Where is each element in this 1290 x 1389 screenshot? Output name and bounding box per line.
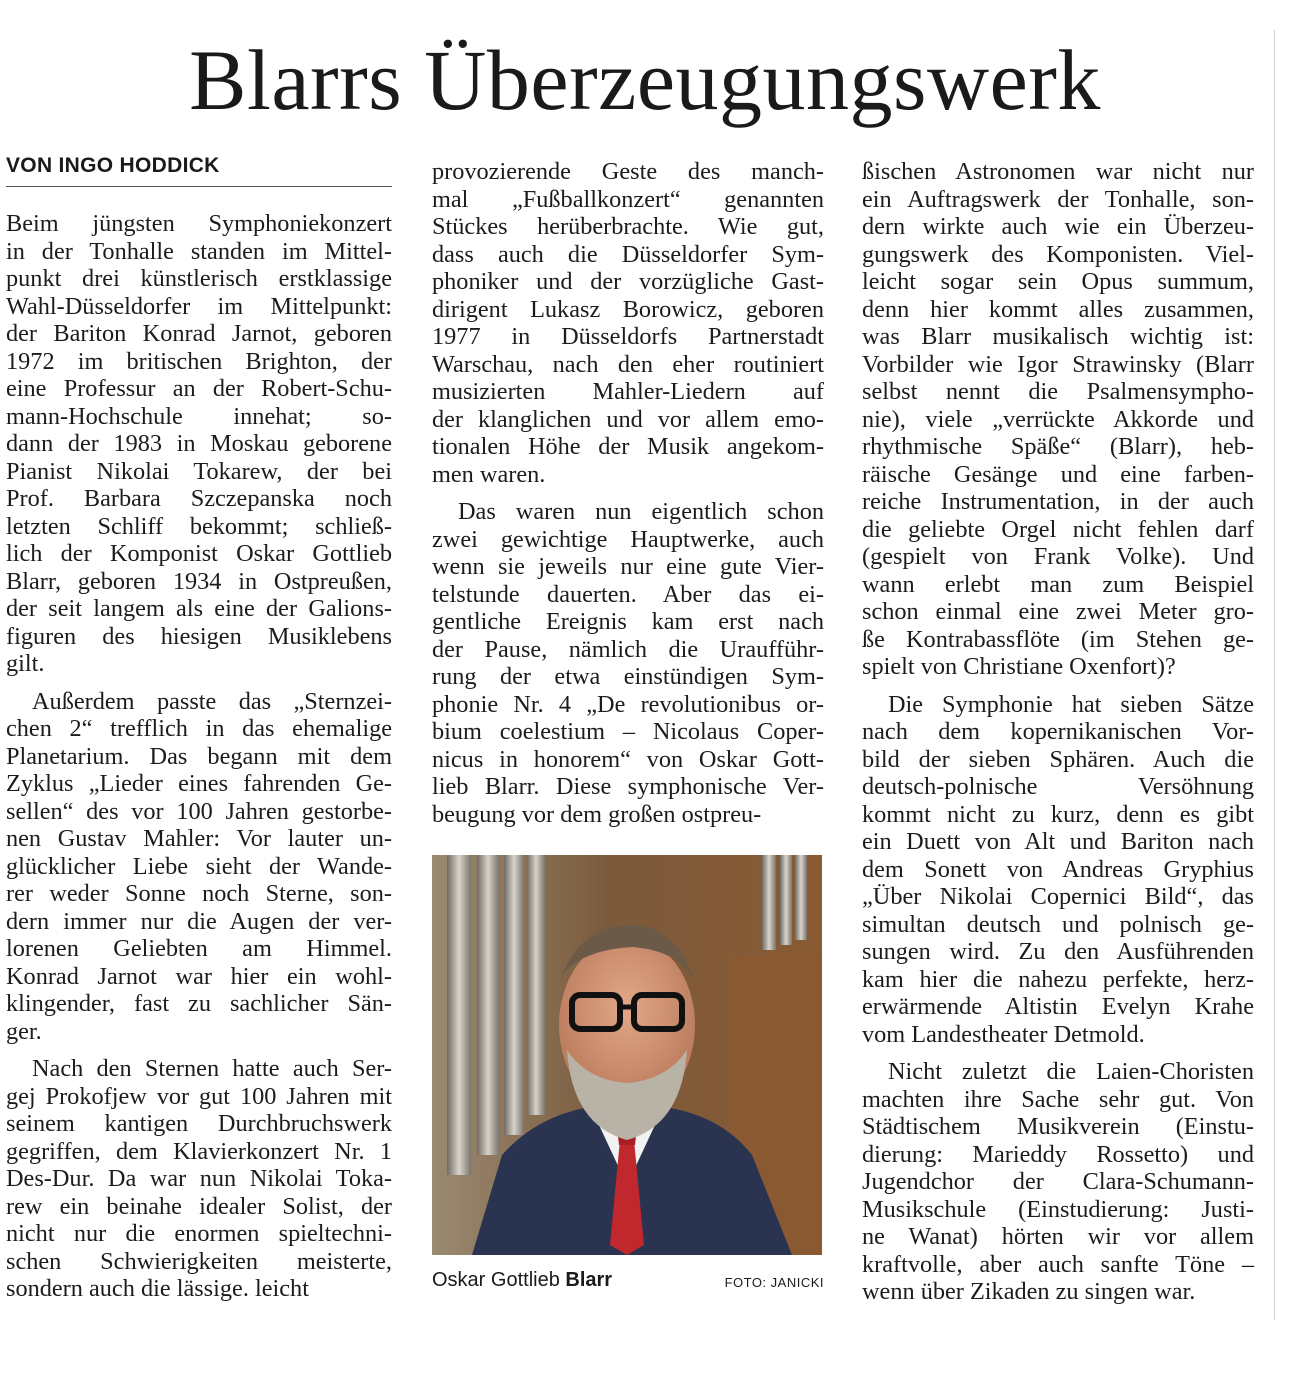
text-line: (gespielt von Frank Volke). Und: [862, 543, 1254, 570]
text-line: sellen“ des vor 100 Jahren gestorbe-: [6, 797, 392, 825]
text-line: ein Duett von Alt und Bariton nach: [862, 828, 1254, 855]
text-line: Warschau, nach den eher routiniert: [432, 350, 824, 378]
caption-name: Blarr: [565, 1269, 613, 1291]
text-line: denn hier kommt alles zusammen,: [862, 295, 1254, 323]
text-line: räische Gesänge und eine farben-: [862, 460, 1254, 488]
text-line: vom Landestheater Detmold.: [862, 1020, 1145, 1048]
text-line: Die Symphonie hat sieben Sätze: [888, 690, 1254, 718]
text-line: gej Prokofjew vor gut 100 Jahren mit: [6, 1082, 392, 1110]
text-line: dem Sonett von Andreas Gryphius: [862, 855, 1254, 883]
text-line: Planetarium. Das begann mit dem: [6, 742, 392, 770]
text-line: dann der 1983 in Moskau geborene: [6, 430, 392, 457]
text-line: rhythmische Späße“ (Blarr), heb-: [862, 433, 1254, 460]
text-line: lieb Blarr. Diese symphonische Ver-: [432, 773, 824, 800]
text-line: men waren.: [432, 460, 546, 488]
photo-credit: FOTO: JANICKI: [724, 1275, 824, 1290]
portrait-photo: [432, 855, 822, 1255]
text-line: ein Auftragswerk der Tonhalle, son-: [862, 185, 1254, 213]
text-line: chen 2“ trefflich in das ehemalige: [6, 715, 392, 742]
paragraph: [6, 688, 392, 1046]
text-line: Stückes herüberbrachte. Wie gut,: [432, 213, 824, 240]
text-line: Musikschule (Einstudierung: Justi-: [862, 1195, 1254, 1223]
text-line: provozierende Geste des manch-: [432, 158, 824, 185]
text-line: nie), viele „verrückte Akkorde und: [862, 405, 1254, 433]
text-line: dass auch die Düsseldorfer Sym-: [432, 240, 824, 268]
text-line: selbst nennt die Psalmensympho-: [862, 378, 1254, 405]
text-line: rung der etwa einstündigen Sym-: [432, 663, 824, 690]
text-line: lich der Komponist Oskar Gottlieb: [6, 540, 392, 567]
text-line: tionalen Höhe der Musik angekom-: [432, 433, 824, 460]
text-line: spielt von Christiane Oxenfort)?: [862, 653, 1176, 680]
text-line: wenn sie jeweils nur eine gute Vier-: [432, 553, 824, 580]
column-3: [862, 158, 1254, 1306]
text-line: gungswerk des Komponisten. Viel-: [862, 240, 1254, 268]
paragraph: [862, 158, 1254, 681]
text-line: bild der sieben Sphären. Auch die: [862, 745, 1254, 773]
text-line: Nicht zuletzt die Laien-Choristen: [888, 1058, 1254, 1085]
text-line: wann erlebt man zum Beispiel: [862, 570, 1254, 598]
text-line: ße Kontrabassflöte (im Stehen ge-: [862, 625, 1254, 653]
text-line: figuren des hiesigen Musiklebens: [6, 622, 392, 650]
text-line: nach dem kopernikanischen Vor-: [862, 718, 1254, 745]
text-line: Beim jüngsten Symphoniekonzert: [6, 210, 392, 237]
text-line: sondern auch die lässige. leicht: [6, 1275, 309, 1302]
text-line: schon einmal eine zwei Meter gro-: [862, 598, 1254, 625]
text-line: phoniker und der vorzügliche Gast-: [432, 268, 824, 295]
text-line: ger.: [6, 1017, 42, 1045]
text-line: dern wirkte auch wie ein Überzeu-: [862, 213, 1254, 240]
text-line: telstunde dauerten. Aber das ei-: [432, 580, 824, 608]
text-line: gilt.: [6, 650, 45, 677]
text-line: zwei gewichtige Hauptwerke, auch: [432, 525, 824, 553]
text-line: Wahl-Düsseldorfer im Mittelpunkt:: [6, 292, 392, 320]
text-line: der seit langem als eine der Galions-: [6, 595, 392, 622]
text-line: machten ihre Sache sehr gut. Von: [862, 1085, 1254, 1113]
paragraph: [862, 691, 1254, 1049]
text-line: gegriffen, dem Klavierkonzert Nr. 1: [6, 1137, 392, 1165]
text-line: deutsch-polnische Versöhnung: [862, 773, 1254, 800]
text-line: nicus in honorem“ von Oskar Gott-: [432, 745, 824, 773]
paragraph: [432, 498, 824, 828]
text-line: wenn über Zikaden zu singen war.: [862, 1278, 1196, 1305]
text-line: seinem kantigen Durchbruchswerk: [6, 1110, 392, 1137]
text-line: nicht nur die enormen spieltechni-: [6, 1220, 392, 1247]
text-line: leicht sogar sein Opus summum,: [862, 268, 1254, 295]
paragraph: [432, 158, 824, 488]
text-line: kommt nicht zu kurz, denn es gibt: [862, 800, 1254, 828]
text-line: bium coelestium – Nicolaus Coper-: [432, 718, 824, 745]
text-line: Zyklus „Lieder eines fahrenden Ge-: [6, 770, 392, 797]
paragraph: [862, 1058, 1254, 1306]
text-line: letzten Schliff bekommt; schließ-: [6, 512, 392, 540]
photo-caption: [432, 1267, 824, 1293]
column-rule: [1274, 30, 1275, 1320]
text-line: Prof. Barbara Szczepanska noch: [6, 485, 392, 512]
text-line: 1972 im britischen Brighton, der: [6, 347, 392, 375]
text-line: Blarr, geboren 1934 in Ostpreußen,: [6, 567, 392, 595]
paragraph: [6, 210, 392, 678]
text-line: eine Professur an der Robert-Schu-: [6, 375, 392, 402]
text-line: Außerdem passte das „Sternzei-: [32, 687, 392, 715]
column-1: [6, 210, 392, 1303]
paragraph: [6, 1055, 392, 1303]
text-line: was Blarr musikalisch wichtig ist:: [862, 323, 1254, 350]
text-line: die geliebte Orgel nicht fehlen darf: [862, 515, 1254, 543]
byline: VON INGO HODDICK: [6, 152, 392, 187]
text-line: der Pause, nämlich die Uraufführ-: [432, 635, 824, 663]
headline: Blarrs Überzeugungswerk: [189, 32, 1101, 128]
text-line: Nach den Sternen hatte auch Ser-: [32, 1055, 392, 1082]
text-line: dern immer nur die Augen der ver-: [6, 907, 392, 935]
text-line: rew ein beinahe idealer Solist, der: [6, 1192, 392, 1220]
text-line: ßischen Astronomen war nicht nur: [862, 158, 1254, 185]
text-line: lorenen Geliebten am Himmel.: [6, 935, 392, 962]
text-line: 1977 in Düsseldorfs Partnerstadt: [432, 323, 824, 350]
text-line: sungen wird. Zu den Ausführenden: [862, 938, 1254, 965]
text-line: beugung vor dem großen ostpreu-: [432, 800, 762, 828]
text-line: Des-Dur. Da war nun Nikolai Toka-: [6, 1165, 392, 1192]
text-line: ne Wanat) hörten wir vor allem: [862, 1223, 1254, 1250]
text-line: musizierten Mahler-Liedern auf: [432, 378, 824, 405]
text-line: mann-Hochschule innehat; so-: [6, 402, 392, 430]
text-line: klingender, fast zu sachlicher Sän-: [6, 990, 392, 1017]
text-line: Das waren nun eigentlich schon: [458, 498, 824, 525]
text-line: „Über Nikolai Copernici Bild“, das: [862, 883, 1254, 910]
text-line: erwärmende Altistin Evelyn Krahe: [862, 993, 1254, 1020]
text-line: Vorbilder wie Igor Strawinsky (Blarr: [862, 350, 1254, 378]
text-line: mal „Fußballkonzert“ genannten: [432, 185, 824, 213]
text-line: gentliche Ereignis kam erst nach: [432, 608, 824, 635]
text-line: Pianist Nikolai Tokarew, der bei: [6, 457, 392, 485]
text-line: in der Tonhalle standen im Mittel-: [6, 237, 392, 265]
text-line: dirigent Lukasz Borowicz, geboren: [432, 295, 824, 323]
text-line: Städtischem Musikverein (Einstu-: [862, 1113, 1254, 1140]
text-line: nen Gustav Mahler: Vor lauter un-: [6, 825, 392, 852]
text-line: reiche Instrumentation, in der auch: [862, 488, 1254, 515]
text-line: rer weder Sonne noch Sterne, son-: [6, 880, 392, 907]
text-line: dierung: Marieddy Rossetto) und: [862, 1140, 1254, 1168]
text-line: Jugendchor der Clara-Schumann-: [862, 1168, 1254, 1195]
text-line: punkt drei künstlerisch erstklassige: [6, 265, 392, 292]
text-line: kraftvolle, aber auch sanfte Töne –: [862, 1250, 1254, 1278]
text-line: der Bariton Konrad Jarnot, geboren: [6, 320, 392, 347]
text-line: der klanglichen und vor allem emo-: [432, 405, 824, 433]
text-line: schen Schwierigkeiten meisterte,: [6, 1247, 392, 1275]
text-line: kam hier die nahezu perfekte, herz-: [862, 965, 1254, 993]
text-line: phonie Nr. 4 „De revolutionibus or-: [432, 690, 824, 718]
caption-prefix: Oskar Gottlieb: [432, 1269, 566, 1291]
text-line: simultan deutsch und polnisch ge-: [862, 910, 1254, 938]
column-2: [432, 158, 824, 828]
text-line: Konrad Jarnot war hier ein wohl-: [6, 962, 392, 990]
text-line: glücklicher Liebe sieht der Wande-: [6, 852, 392, 880]
portrait-photo-illustration: [432, 855, 822, 1255]
